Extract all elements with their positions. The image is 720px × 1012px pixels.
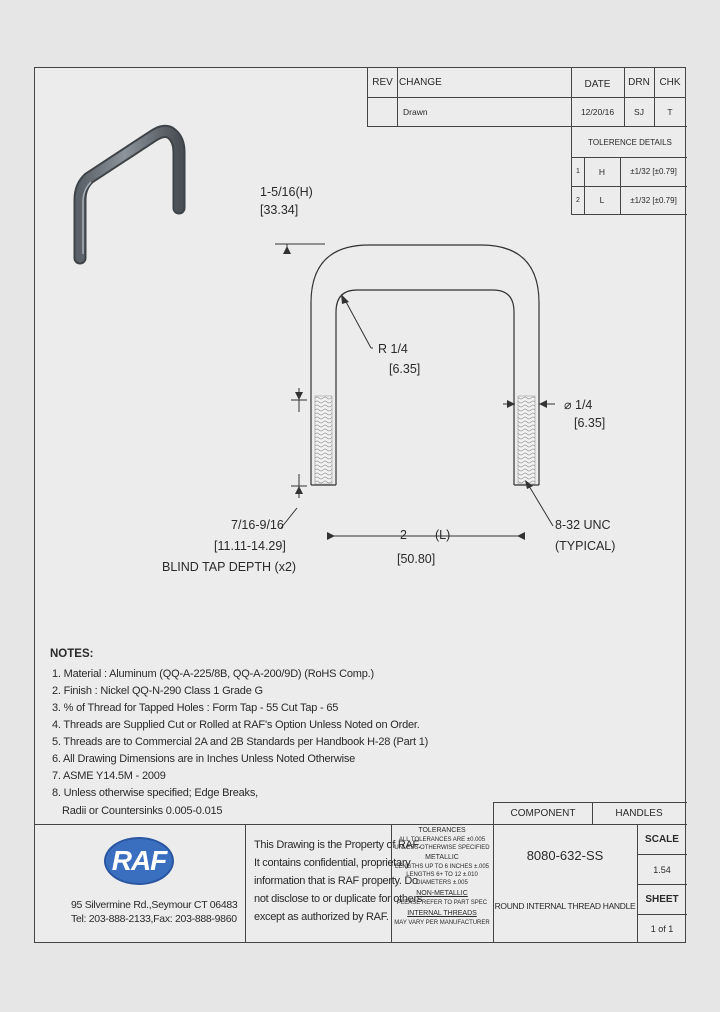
tol-line-7: NON-METALLIC [416,890,468,897]
rev-header: REV [372,77,393,88]
tol-line-3: METALLIC [425,854,459,861]
component-value: HANDLES [615,808,663,819]
notes-title: NOTES: [50,648,94,660]
title-block [35,824,687,943]
property-line-3: information that is RAF property. Do [254,875,418,887]
tol-row2-num: 2 [576,196,580,204]
note-3: 3. % of Thread for Tapped Holes : Form Tap - 55 Cut Tap - 65 [52,702,339,714]
tap-depth-dimension [281,388,307,528]
height-mm-label: [33.34] [260,203,299,217]
tol-row2-dim: L [599,195,605,205]
radius-mm-label: [6.35] [389,362,421,376]
drawing-sheet [34,67,686,943]
tap-depth-mm-label: [11.11-14.29] [214,539,286,553]
address-line-1: 95 Silvermine Rd.,Seymour CT 06483 [71,899,238,911]
tol-line-10: MAY VARY PER MANUFACTURER [394,920,490,926]
length-label: 2 [400,528,407,542]
rev-row-drn: SJ [634,107,644,117]
note-4: 4. Threads are Supplied Cut or Rolled at RAF's Option Unless Noted on Order. [52,719,420,731]
tol-row1-num: 1 [576,168,580,175]
drn-header: DRN [628,77,650,88]
rev-row-chk: T [667,107,673,117]
tol-line-9: INTERNAL THREADS [407,910,477,917]
radius-leader [341,294,373,348]
chk-header: CHK [659,77,681,88]
scale-value: 1.54 [653,864,671,875]
property-line-4: not disclose to or duplicate for others [254,893,423,905]
thread-left [315,396,332,484]
raf-logo [104,837,174,885]
tol-line-2: UNLESS OTHERWISE SPECIFIED [394,845,490,851]
handle-outline [311,245,539,485]
tol-row2-tol: ±1/32 [±0.79] [630,195,677,205]
height-label: 1-5/16(H) [260,185,313,199]
tol-line-5: LENGTHS 6+ TO 12 ±.010 [406,872,478,878]
part-number: 8080-632-SS [526,847,604,863]
address-line-2: Tel: 203-888-2133,Fax: 203-888-9860 [71,913,237,925]
change-header: CHANGE [399,77,442,88]
tolerances-title: TOLERANCES [418,827,466,834]
note-5: 5. Threads are to Commercial 2A and 2B Standards per Handbook H-28 (Part 1) [52,736,429,748]
sheet-value: 1 of 1 [650,924,674,934]
tol-row1-dim: H [598,166,606,177]
part-drawing [35,68,687,808]
tol-line-8: PLEASE REFER TO PART SPEC [396,900,488,906]
diameter-mm-label: [6.35] [574,416,606,430]
property-line-1: This Drawing is the Property of RAF. [254,839,421,851]
length-mm-label: [50.80] [397,552,436,566]
component-row [493,802,687,824]
handle-3d-icon [80,131,179,258]
note-8-cont: Radii or Countersinks 0.005-0.015 [62,805,223,817]
diameter-label: ⌀ 1/4 [564,398,593,412]
tol-line-1: ALL TOLERANCES ARE ±0.005 [398,837,486,843]
tap-depth-caption: BLIND TAP DEPTH (x2) [162,560,297,574]
tolerance-title: TOLERENCE DETAILS [588,137,672,147]
thread-right [518,396,535,484]
rev-row-date: 12/20/16 [580,107,615,117]
note-2: 2. Finish : Nickel QQ-N-290 Class 1 Grade G [52,685,263,697]
tol-line-6: DIAMETERS ±.005 [416,880,468,886]
sheet-label: SHEET [645,894,679,905]
thread-note-label: (TYPICAL) [555,539,616,553]
thread-label: 8-32 UNC [555,518,611,532]
rev-row-change: Drawn [403,107,428,117]
length-tag-label: (L) [435,528,451,542]
length-dimension [327,532,525,540]
thread-leader [525,480,553,526]
note-8: 8. Unless otherwise specified; Edge Breaks, [52,787,259,799]
radius-label: R 1/4 [378,342,408,356]
component-label: COMPONENT [510,808,576,819]
tol-row1-tol: ±1/32 [±0.79] [630,167,677,176]
property-line-2: It contains confidential, proprietary [254,857,411,869]
part-description: ROUND INTERNAL THREAD HANDLE [494,901,636,911]
raf-logo-text: RAF [111,845,167,876]
note-7: 7. ASME Y14.5M - 2009 [52,770,166,782]
note-6: 6. All Drawing Dimensions are in Inches Unless Noted Otherwise [52,753,356,765]
property-line-5: except as authorized by RAF. [254,911,389,923]
note-1: 1. Material : Aluminum (QQ-A-225/8B, QQ-A-200/9D) (RoHS Comp.) [52,668,374,680]
date-header: DATE [584,79,611,90]
height-dimension [275,244,325,254]
scale-label: SCALE [645,834,679,845]
tol-line-4: LENGTHS UP TO 6 INCHES ±.005 [395,864,489,870]
tap-depth-label: 7/16-9/16 [231,518,284,532]
